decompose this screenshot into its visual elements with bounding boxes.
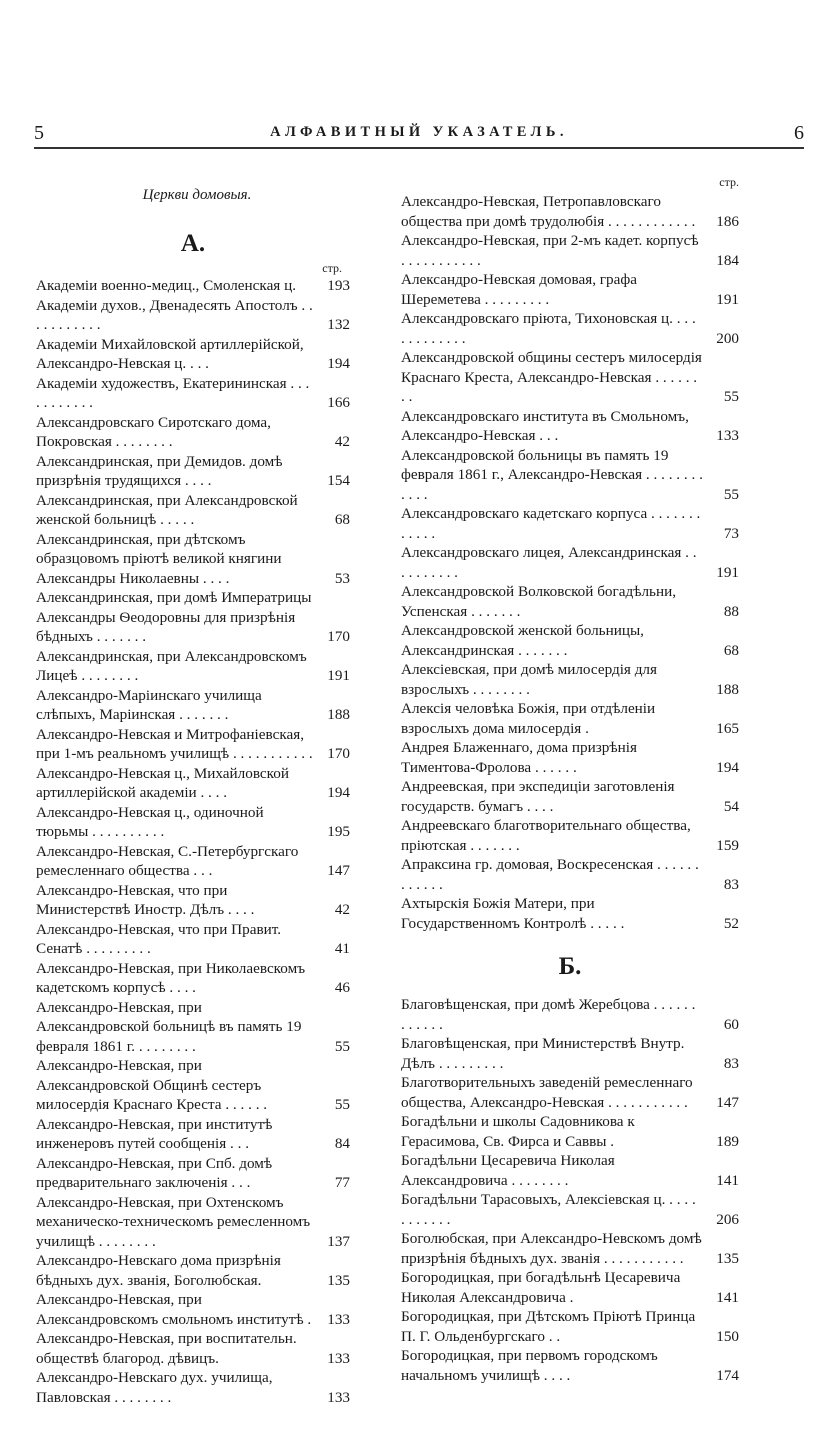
entry-page-number: 137: [327, 1232, 350, 1250]
index-entry: [36, 1115, 350, 1154]
index-entry: [401, 504, 739, 543]
index-entry: [36, 588, 350, 647]
index-entry: [36, 1154, 350, 1193]
entry-page-number: 189: [716, 1132, 739, 1150]
entry-page-number: 191: [327, 667, 350, 684]
entry-page-number: 133: [716, 427, 739, 444]
entry-text: Александро-Невская и Митрофаніевская, при 1-мъ реальномъ училищѣ . . . . . . . . . . .: [36, 725, 313, 762]
page-number-right: 6: [794, 122, 804, 144]
entry-text: Андреевскаго благотворительнаго общества, пріютская . . . . . . .: [401, 817, 691, 854]
index-entry: [36, 530, 350, 589]
entry-text: Александро-Невскаго дома призрѣнія бѣдныхъ дух. званія, Боголюбская.: [36, 1252, 281, 1289]
entry-page-number: 184: [716, 251, 739, 269]
entry-page-number: 77: [334, 1174, 350, 1191]
entry-page-number: 188: [327, 706, 350, 723]
entry-page-number: 150: [716, 1327, 739, 1345]
index-entry: [401, 1190, 739, 1229]
index-entry: [401, 1073, 739, 1112]
entry-page-number: 68: [723, 641, 739, 659]
entry-text: Андрея Блаженнаго, дома призрѣнія Тиментова-Фролова . . . . . .: [401, 739, 637, 776]
index-entry: [36, 296, 350, 335]
entry-page-number: 42: [334, 901, 350, 918]
entry-text: Александро-Невская, при Охтенскомъ механическо-техническомъ ремесленномъ училищѣ . . . . . . . .: [36, 1193, 311, 1250]
entry-page-number: 55: [334, 1096, 350, 1113]
entry-text: Академіи военно-медиц., Смоленская ц.: [36, 277, 297, 294]
entry-page-number: 191: [716, 290, 739, 308]
index-entry: [401, 1268, 739, 1307]
index-entry: [36, 920, 350, 959]
entry-text: Благотворительныхъ заведеній ремесленнаго общества, Александро-Невская . . . . . . . . . . .: [401, 1074, 693, 1111]
index-entry: [36, 998, 350, 1057]
index-entry: [36, 374, 350, 413]
entry-page-number: 83: [723, 875, 739, 893]
index-entry: [36, 1368, 350, 1407]
header-rule: [34, 147, 804, 149]
index-entry: [401, 192, 739, 231]
entry-page-number: 186: [716, 212, 739, 230]
index-entry: [36, 647, 350, 686]
entry-page-number: 133: [327, 1388, 350, 1406]
entry-text: Александро-Невская, при институтѣ инженеровъ путей сообщенія . . .: [36, 1115, 273, 1152]
entry-page-number: 191: [716, 563, 739, 581]
index-entry: [36, 803, 350, 842]
entry-text: Боголюбская, при Александро-Невскомъ домѣ призрѣнія бѣдныхъ дух. званія . . . . . . . . . . .: [401, 1230, 702, 1267]
entry-page-number: 132: [327, 316, 350, 333]
entry-page-number: 174: [716, 1366, 739, 1384]
entry-text: Александро-Невская, что при Министерствѣ Иностр. Дѣлъ . . . .: [36, 881, 255, 918]
entry-text: Алексіевская, при домѣ милосердія для взрослыхъ . . . . . . . .: [401, 661, 657, 698]
entry-text: Андреевская, при экспедиціи заготовленія государств. бумагъ . . . .: [401, 778, 675, 815]
entry-text: Александро-Невская, при Александровской больницѣ въ память 19 февраля 1861 г. . . . . . . . .: [36, 998, 302, 1055]
entry-page-number: 141: [716, 1288, 739, 1306]
index-entry: [401, 1307, 739, 1346]
index-entry: [401, 816, 739, 855]
index-entry: [401, 231, 739, 270]
entry-text: Александро-Невская, при воспитательн. обществѣ благород. дѣвицъ.: [36, 1330, 297, 1367]
entry-page-number: 55: [723, 485, 739, 503]
page-header: [34, 122, 804, 144]
entry-text: Александро-Невская, что при Правит. Сенатѣ . . . . . . . . .: [36, 920, 282, 957]
entry-page-number: 133: [327, 1310, 350, 1328]
entry-page-number: 194: [716, 758, 739, 776]
entry-text: Богадѣльни и школы Садовникова к Герасимова, Св. Фирса и Саввы .: [401, 1113, 635, 1150]
entry-text: Александровской Волковской богадѣльни, Успенская . . . . . . .: [401, 583, 677, 620]
entry-text: Ахтырскія Божія Матери, при Государственномъ Контролѣ . . . . .: [401, 895, 625, 932]
entry-page-number: 135: [327, 1271, 350, 1289]
index-entry: [401, 894, 739, 933]
entry-page-number: 73: [723, 524, 739, 542]
entry-text: Александровскаго лицея, Александринская . . . . . . . . . .: [401, 544, 697, 581]
index-list-right-b: [401, 995, 739, 1385]
entry-text: Благовѣщенская, при Министерствѣ Внутр. Дѣлъ . . . . . . . . .: [401, 1035, 685, 1072]
entry-text: Александровскаго института въ Смольномъ, Александро-Невская . . .: [401, 407, 689, 444]
letter-heading-b: Б.: [558, 953, 582, 980]
entry-text: Благовѣщенская, при домѣ Жеребцова . . . . . . . . . . . .: [401, 996, 696, 1033]
entry-text: Александро-Невская ц., одиночной тюрьмы . . . . . . . . . .: [36, 803, 264, 840]
entry-page-number: 188: [716, 680, 739, 698]
entry-text: Александринская, при Демидов. домѣ призрѣнія трудящихся . . . .: [36, 452, 283, 489]
index-entry: [36, 842, 350, 881]
entry-text: Александро-Невская домовая, графа Шереметева . . . . . . . . .: [401, 271, 637, 308]
entry-page-number: 88: [723, 602, 739, 620]
entry-page-number: 170: [327, 745, 350, 762]
entry-text: Апраксина гр. домовая, Воскресенская . . . . . . . . . . . .: [401, 856, 699, 893]
index-entry: [401, 309, 739, 348]
entry-page-number: 84: [334, 1135, 350, 1152]
entry-text: Александро-Невская, Петропавловскаго общества при домѣ трудолюбія . . . . . . . . . . . .: [401, 193, 696, 230]
index-entry: [36, 686, 350, 725]
entry-text: Богородицкая, при первомъ городскомъ начальномъ училищѣ . . . .: [401, 1347, 658, 1384]
entry-text: Александринская, при домѣ Императрицы Александры Ѳеодоровны для призрѣнія бѣдныхъ . . . . . . .: [36, 589, 312, 645]
index-entry: [36, 764, 350, 803]
entry-text: Александро-Невская, при Александровской Общинѣ сестеръ милосердія Краснаго Креста . . . . . .: [36, 1057, 268, 1113]
entry-page-number: 46: [334, 979, 350, 996]
index-entry: [36, 881, 350, 920]
entry-page-number: 194: [327, 784, 350, 801]
entry-text: Александро-Маріинскаго училища слѣпыхъ, Маріинская . . . . . . .: [36, 686, 262, 723]
entry-page-number: 133: [327, 1349, 350, 1367]
letter-heading-a: А.: [180, 230, 206, 257]
index-entry: [36, 491, 350, 530]
index-entry: [401, 995, 739, 1034]
entry-page-number: 41: [334, 940, 350, 957]
index-entry: [401, 582, 739, 621]
entry-text: Александровской общины сестеръ милосердія Краснаго Креста, Александро-Невская . . . . . . . .: [401, 349, 702, 405]
entry-page-number: 55: [723, 388, 739, 405]
index-entry: [36, 452, 350, 491]
entry-text: Александринская, при дѣтскомъ образцовомъ пріютѣ великой княгини Александры Николаевны . . . .: [36, 530, 282, 587]
entry-text: Академіи духов., Двенадесять Апостолъ . . . . . . . . . . .: [36, 296, 313, 333]
index-entry: [401, 1229, 739, 1268]
entry-text: Академіи художествъ, Екатерининская . . . . . . . . . . .: [36, 374, 310, 411]
entry-text: Александро-Невская, С.-Петербургскаго ремесленнаго общества . . .: [36, 842, 299, 879]
index-entry: [36, 959, 350, 998]
index-entry: [401, 855, 739, 894]
entry-page-number: 194: [327, 355, 350, 372]
entry-page-number: 60: [723, 1015, 739, 1033]
entry-page-number: 147: [716, 1093, 739, 1111]
entry-text: Богородицкая, при богадѣльнѣ Цесаревича Николая Александровича .: [401, 1269, 681, 1306]
entry-text: Александровскаго пріюта, Тихоновская ц. . . . . . . . . . . . .: [401, 310, 696, 347]
index-entry: [401, 699, 739, 738]
entry-page-number: 206: [716, 1210, 739, 1228]
page-column-label: стр.: [719, 175, 739, 189]
entry-text: Александро-Невская, при Спб. домѣ предварительнаго заключенія . . .: [36, 1154, 273, 1191]
entry-text: Александринская, при Александровскомъ Лицеѣ . . . . . . . .: [36, 647, 307, 684]
entry-page-number: 83: [723, 1054, 739, 1072]
entry-text: Александро-Невская ц., Михайловской артиллерійской академіи . . . .: [36, 764, 289, 801]
index-entry: [36, 1251, 350, 1290]
index-entry: [401, 407, 739, 446]
entry-text: Александро-Невская, при Николаевскомъ кадетскомъ корпусѣ . . . .: [36, 959, 306, 996]
index-entry: [36, 1056, 350, 1115]
entry-text: Богадѣльни Цесаревича Николая Александровича . . . . . . . .: [401, 1152, 615, 1189]
index-entry: [36, 725, 350, 764]
entry-page-number: 166: [327, 394, 350, 411]
index-entry: [401, 348, 739, 407]
page-number-left: 5: [34, 122, 44, 144]
entry-text: Александро-Невская, при Александровскомъ смольномъ институтѣ .: [36, 1291, 312, 1328]
entry-page-number: 159: [716, 836, 739, 854]
index-entry: [401, 777, 739, 816]
index-list-left: [36, 276, 350, 1407]
index-entry: [36, 276, 350, 296]
entry-text: Богородицкая, при Дѣтскомъ Пріютѣ Принца П. Г. Ольденбургскаго . .: [401, 1308, 696, 1345]
entry-page-number: 52: [723, 914, 739, 932]
entry-page-number: 42: [334, 433, 350, 450]
right-column: [401, 176, 739, 1385]
entry-page-number: 53: [334, 569, 350, 587]
index-entry: [36, 1290, 350, 1329]
entry-text: Александро-Невскаго дух. училища, Павловская . . . . . . . .: [36, 1369, 273, 1406]
index-entry: [401, 660, 739, 699]
entry-page-number: 200: [716, 329, 739, 347]
entry-page-number: 55: [334, 1037, 350, 1055]
entry-text: Богадѣльни Тарасовыхъ, Алексіевская ц. . . . . . . . . . . .: [401, 1191, 696, 1228]
entry-page-number: 135: [716, 1249, 739, 1267]
entry-text: Александринская, при Александровской женской больницѣ . . . . .: [36, 491, 298, 528]
left-column: [36, 184, 350, 1407]
entry-page-number: 54: [723, 797, 739, 815]
entry-page-number: 141: [716, 1171, 739, 1189]
page-title: АЛФАВИТНЫЙ УКАЗАТЕЛЬ.: [270, 124, 568, 140]
index-entry: [401, 738, 739, 777]
index-entry: [401, 270, 739, 309]
entry-page-number: 195: [327, 823, 350, 840]
index-entry: [401, 543, 739, 582]
entry-page-number: 165: [716, 719, 739, 737]
entry-page-number: 193: [327, 277, 350, 294]
index-entry: [401, 1151, 739, 1190]
index-list-right-a: [401, 192, 739, 933]
page-column-label: стр.: [322, 261, 342, 275]
entry-page-number: 154: [327, 472, 350, 489]
index-entry: [401, 1112, 739, 1151]
section-subtitle: Церкви домовыя.: [142, 187, 252, 203]
index-entry: [36, 1193, 350, 1252]
index-entry: [36, 335, 350, 374]
entry-text: Александровскаго Сиротскаго дома, Покровская . . . . . . . .: [36, 413, 271, 450]
entry-text: Александровской женской больницы, Александринская . . . . . . .: [401, 622, 644, 659]
entry-text: Алексія человѣка Божія, при отдѣленіи взрослыхъ дома милосердія .: [401, 700, 656, 737]
index-entry: [401, 1346, 739, 1385]
entry-text: Академіи Михайловской артиллерійской, Александро-Невская ц. . . .: [36, 335, 304, 372]
entry-text: Александровскаго кадетскаго корпуса . . . . . . . . . . . .: [401, 505, 701, 542]
index-entry: [36, 413, 350, 452]
index-entry: [36, 1329, 350, 1368]
index-entry: [401, 446, 739, 505]
entry-page-number: 68: [334, 511, 350, 528]
index-entry: [401, 1034, 739, 1073]
entry-text: Александро-Невская, при 2-мъ кадет. корпусѣ . . . . . . . . . . .: [401, 232, 699, 269]
entry-page-number: 170: [327, 628, 350, 645]
entry-text: Александровской больницы въ память 19 февраля 1861 г., Александро-Невская . . . . . . . . . . . .: [401, 446, 703, 503]
entry-page-number: 147: [327, 862, 350, 879]
index-entry: [401, 621, 739, 660]
